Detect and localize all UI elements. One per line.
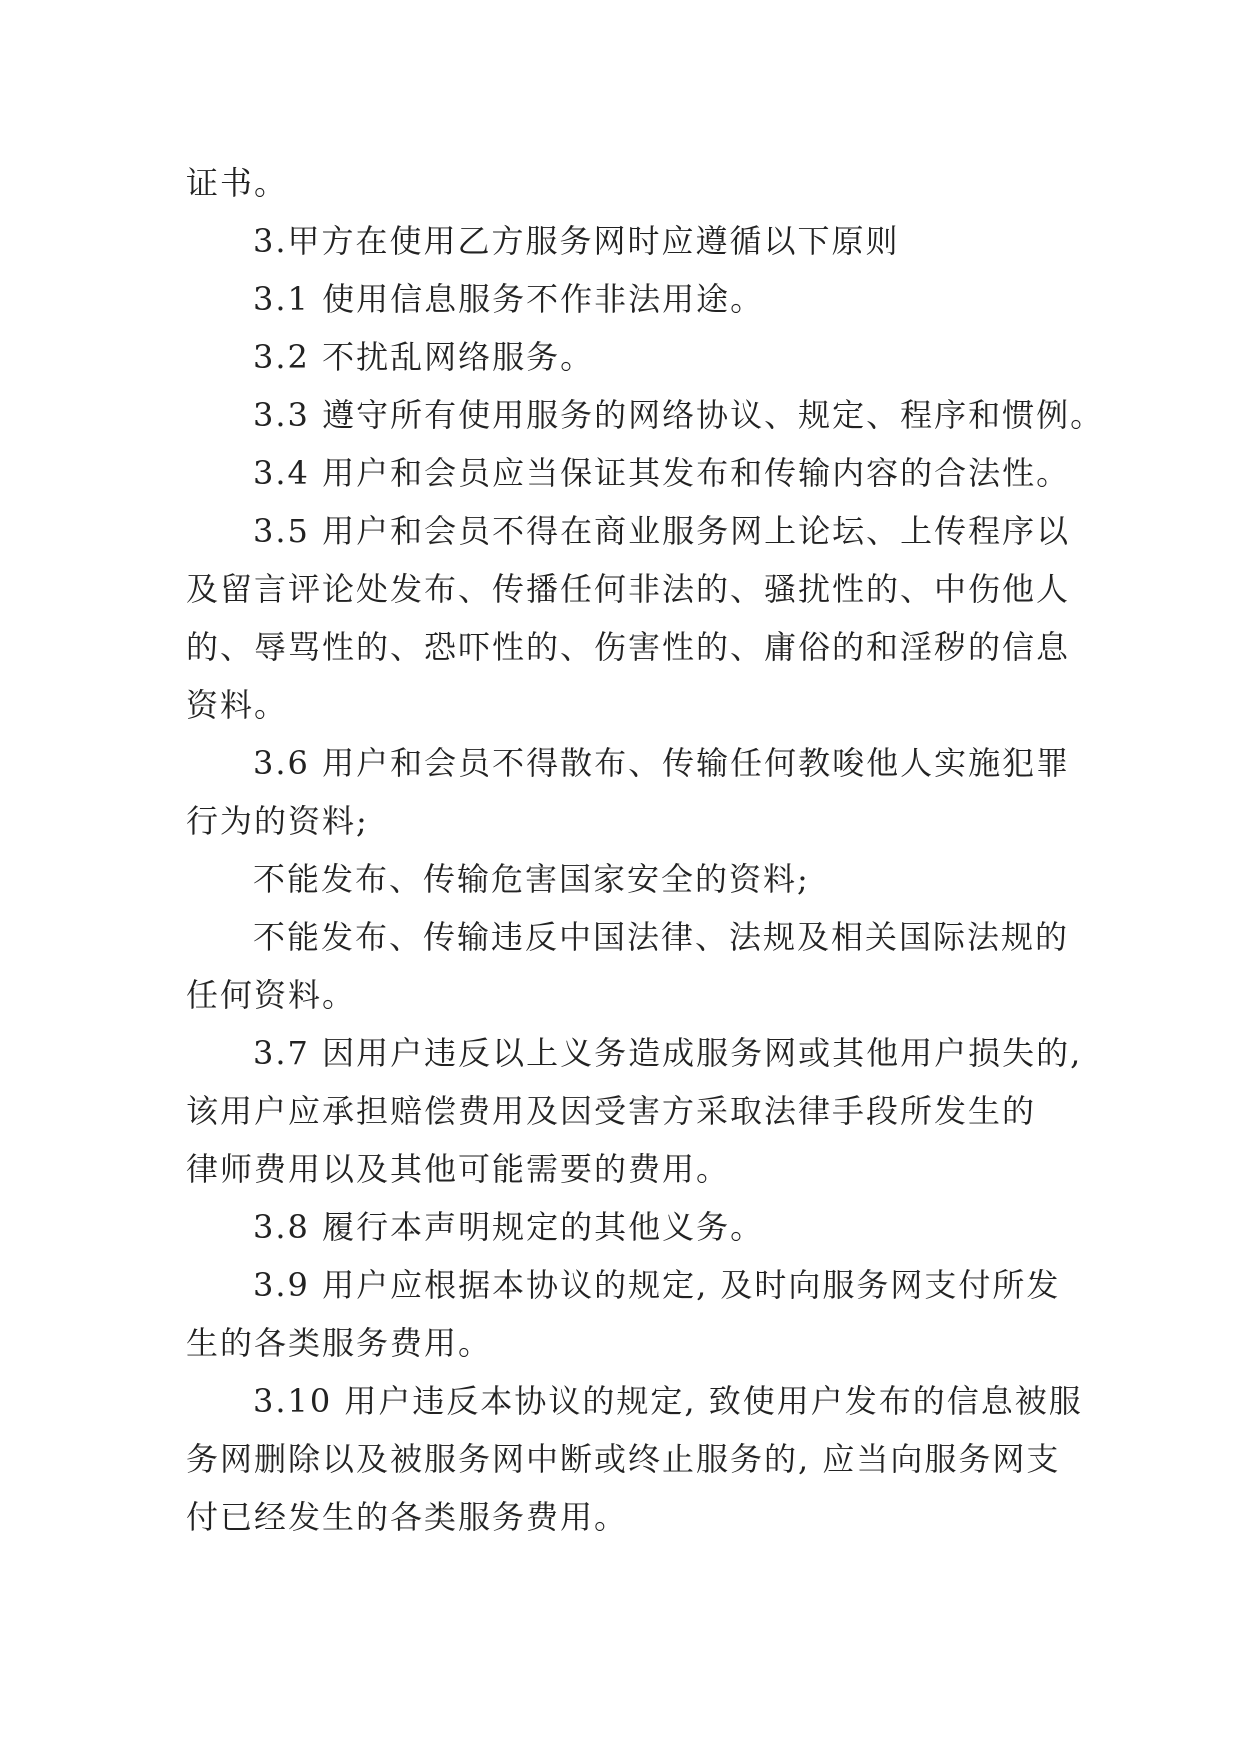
- text-line: 任何资料。: [186, 976, 357, 1014]
- text-line: 3.7 因用户违反以上义务造成服务网或其他用户损失的,: [253, 1034, 1083, 1072]
- text-line: 3.3 遵守所有使用服务的网络协议、规定、程序和惯例。: [253, 396, 1105, 434]
- text-line: 不能发布、传输危害国家安全的资料;: [253, 860, 810, 898]
- text-line: 3.6 用户和会员不得散布、传输任何教唆他人实施犯罪: [253, 744, 1071, 782]
- text-line: 的、辱骂性的、恐吓性的、伤害性的、庸俗的和淫秽的信息: [186, 628, 1071, 666]
- text-line: 证书。: [186, 164, 289, 202]
- text-line: 务网删除以及被服务网中断或终止服务的, 应当向服务网支: [186, 1440, 1061, 1478]
- text-line: 3.10 用户违反本协议的规定, 致使用户发布的信息被服: [253, 1382, 1083, 1420]
- text-line: 付已经发生的各类服务费用。: [186, 1498, 629, 1536]
- text-line: 不能发布、传输违反中国法律、法规及相关国际法规的: [253, 918, 1070, 956]
- text-line: 3.8 履行本声明规定的其他义务。: [253, 1208, 765, 1246]
- text-line: 3.9 用户应根据本协议的规定, 及时向服务网支付所发: [253, 1266, 1061, 1304]
- text-line: 3.2 不扰乱网络服务。: [253, 338, 595, 376]
- text-line: 3.1 使用信息服务不作非法用途。: [253, 280, 765, 318]
- document-body: [186, 154, 1105, 1546]
- text-line: 及留言评论处发布、传播任何非法的、骚扰性的、中伤他人: [186, 570, 1071, 608]
- text-line: 3.甲方在使用乙方服务网时应遵循以下原则: [253, 222, 900, 260]
- text-line: 资料。: [186, 686, 289, 724]
- text-line: 3.5 用户和会员不得在商业服务网上论坛、上传程序以: [253, 512, 1071, 550]
- text-line: 3.4 用户和会员应当保证其发布和传输内容的合法性。: [253, 454, 1071, 492]
- text-line: 生的各类服务费用。: [186, 1324, 493, 1362]
- text-line: 该用户应承担赔偿费用及因受害方采取法律手段所发生的: [186, 1092, 1037, 1130]
- text-line: 律师费用以及其他可能需要的费用。: [186, 1150, 731, 1188]
- text-line: 行为的资料;: [186, 802, 369, 840]
